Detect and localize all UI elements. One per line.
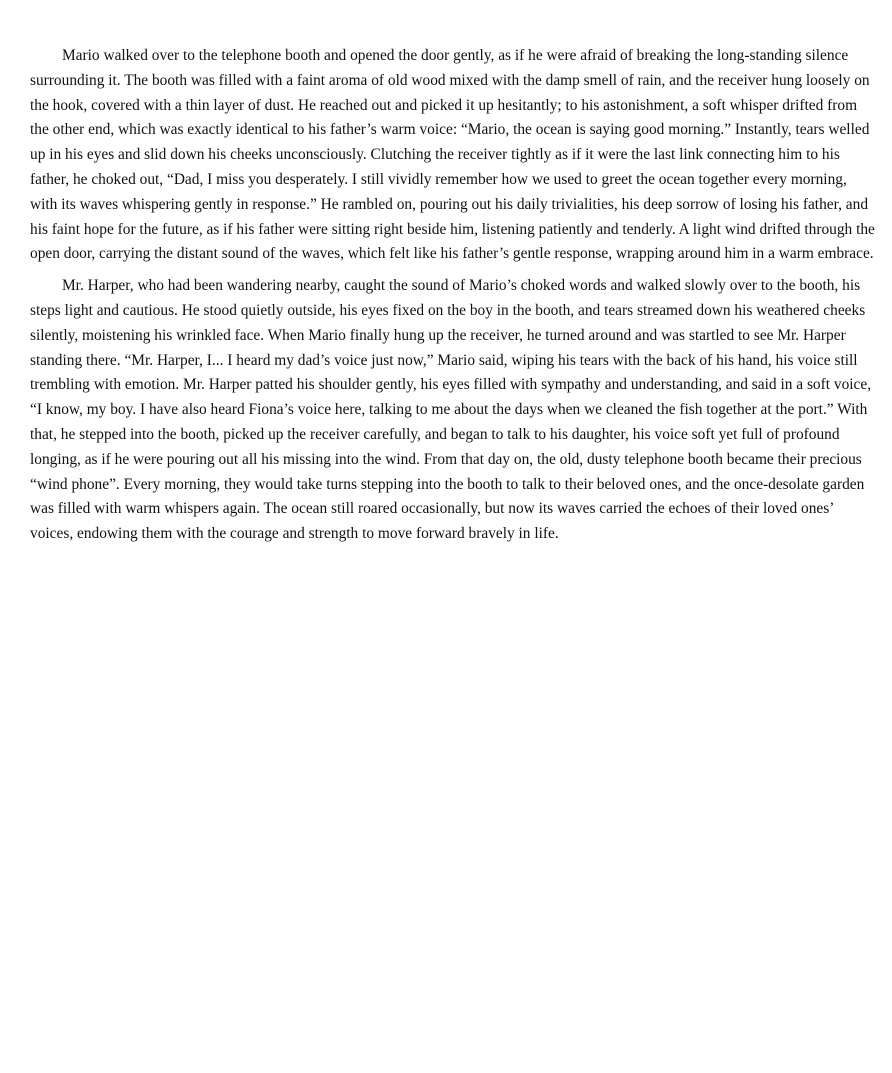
paragraph-2: Mr. Harper, who had been wandering nearby, caught the sound of Mario’s choked words and walked slowly over to the booth, his steps light and cautious. He stood quietly outside, his eyes fixed on the boy in the booth, and tears streamed down his weathered cheeks silently, moistening his wrinkled face. When Mario finally hung up the receiver, he turned around and was startled to see Mr. Harper standing there. “Mr. Harper, I... I heard my dad’s voice just now,” Mario said, wiping his tears with the back of his hand, his voice still trembling with emotion. Mr. Harper patted his shoulder gently, his eyes filled with sympathy and understanding, and said in a soft voice, “I know, my boy. I have also heard Fiona’s voice here, talking to me about the days when we cleaned the fish together at the port.” With that, he stepped into the booth, picked up the receiver carefully, and began to talk to his daughter, his voice soft yet full of profound longing, as if he were pouring out all his missing into the wind. From that day on, the old, dusty telephone booth became their precious “wind phone”. Every morning, they would take turns stepping into the booth to talk to their beloved ones, and the once-desolate garden was filled with warm whispers again. The ocean still roared occasionally, but now its waves carried the echoes of their loved ones’ voices, endowing them with the courage and strength to move forward bravely in life. (30, 277, 872, 543)
document-body (30, 44, 875, 554)
paragraph-1: Mario walked over to the telephone booth and opened the door gently, as if he were afraid of breaking the long-standing silence surrounding it. The booth was filled with a faint aroma of old wood mixed with the damp smell of rain, and the receiver hung loosely on the hook, covered with a thin layer of dust. He reached out and picked it up hesitantly; to his astonishment, a soft whisper drifted from the other end, which was exactly identical to his father’s warm voice: “Mario, the ocean is saying good morning.” Instantly, tears welled up in his eyes and slid down his cheeks unconsciously. Clutching the receiver tightly as if it were the last link connecting him to his father, he choked out, “Dad, I miss you desperately. I still vividly remember how we used to greet the ocean together every morning, with its waves whispering gently in response.” He rambled on, pouring out his daily trivialities, his deep sorrow of losing his father, and his faint hope for the future, as if his father were sitting right beside him, listening patiently and tenderly. A light wind drifted through the open door, carrying the distant sound of the waves, which felt like his father’s gentle response, wrapping around him in a warm embrace. (30, 47, 875, 263)
